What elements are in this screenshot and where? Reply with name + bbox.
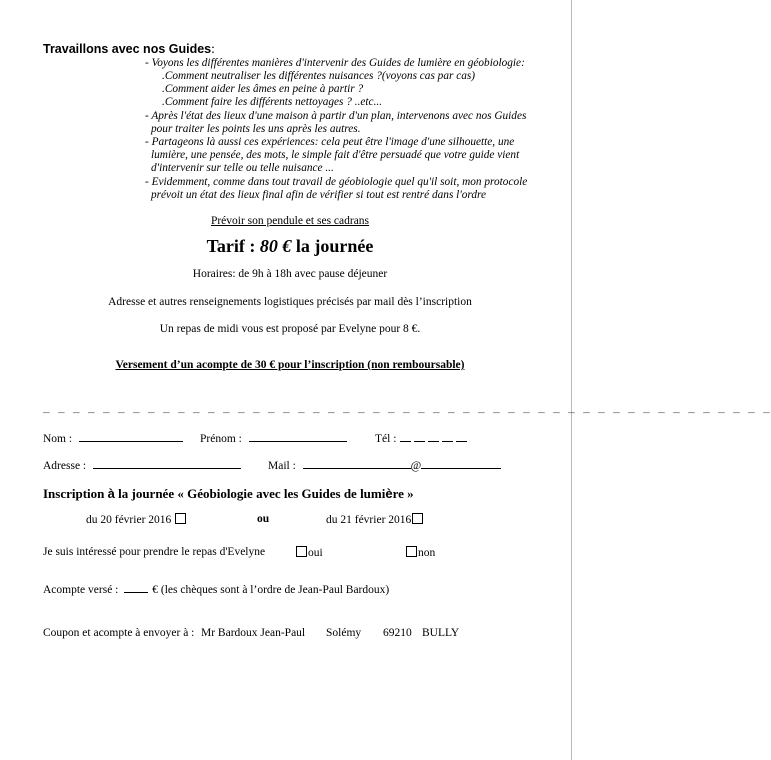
bullet-line: - Partageons là aussi ces expériences: cela peut être l'image d'une silhouette, une — [145, 136, 515, 148]
insc-part: re » — [392, 486, 414, 501]
prenom-label: Prénom : — [200, 433, 242, 445]
tel-field[interactable] — [442, 431, 453, 442]
repas-non — [406, 546, 435, 559]
price-prefix: Tarif : — [206, 236, 260, 256]
acompte-row — [43, 582, 389, 596]
coupon-label: Coupon et acompte à envoyer à : — [43, 627, 195, 639]
bullet-line: pour traiter les points les uns après les autres. — [151, 123, 361, 135]
adresse-field[interactable] — [93, 458, 241, 469]
insc-part: à — [107, 486, 115, 501]
coupon-zip: 69210 — [383, 627, 412, 639]
bullet-line: - Après l'état des lieux d'une maison à partir d'un plan, intervenons avec nos Guides — [145, 110, 527, 122]
nom-row — [43, 431, 183, 445]
oui-checkbox[interactable] — [296, 546, 307, 557]
date2-checkbox[interactable] — [412, 513, 423, 524]
oui-label: oui — [308, 547, 323, 559]
tel-label: Tél : — [375, 433, 397, 445]
adresse-label: Adresse : — [43, 460, 87, 472]
price-value: 80 € — [259, 236, 292, 256]
tel-field[interactable] — [428, 431, 439, 442]
repas-oui — [296, 546, 323, 559]
or-label: ou — [257, 513, 270, 525]
section-title-text: Travaillons avec nos Guides — [43, 42, 212, 56]
mail-at: @ — [410, 460, 422, 472]
bullet-line: prévoit un état des lieux final afin de vérifier si tout est rentré dans l'ordre — [151, 189, 486, 201]
mail-label: Mail : — [268, 460, 296, 472]
bullet-line: - Voyons les différentes manières d'intervenir des Guides de lumière en géobiologie: — [145, 57, 525, 69]
coupon-city: BULLY — [422, 627, 460, 639]
insc-part: è — [385, 486, 393, 501]
mail-domain-field[interactable] — [421, 458, 501, 469]
date1-checkbox[interactable] — [175, 513, 186, 524]
prenom-row — [200, 431, 347, 445]
insc-part: Inscription — [43, 486, 108, 501]
tel-field[interactable] — [456, 431, 467, 442]
section-title-colon: : — [211, 41, 215, 56]
section-title — [43, 41, 215, 57]
acompte-field[interactable] — [124, 582, 148, 593]
bullet-line: lumière, une pensée, des mots, le simple fait d'être persuadé que votre guide vient — [151, 149, 520, 161]
non-checkbox[interactable] — [406, 546, 417, 557]
mail-row — [268, 458, 501, 472]
deposit-notice: Versement d’un acompte de 30 € pour l’inscription (non remboursable) — [115, 359, 465, 371]
price-heading — [0, 236, 580, 257]
bullet-line: .Comment faire les différents nettoyages ? ..etc... — [162, 96, 383, 108]
nom-label: Nom : — [43, 433, 73, 445]
mail-user-field[interactable] — [303, 458, 411, 469]
insc-part: la journée « Géobiologie avec les Guides de lumi — [114, 486, 386, 501]
nom-field[interactable] — [79, 431, 183, 442]
tel-row — [375, 431, 470, 445]
acompte-label: Acompte versé : — [43, 584, 119, 596]
coupon-place: Solémy — [326, 627, 362, 639]
tel-field[interactable] — [400, 431, 411, 442]
pendule-note: Prévoir son pendule et ses cadrans — [210, 215, 370, 227]
meal-info-text: Un repas de midi vous est proposé par Evelyne pour 8 €. — [159, 323, 421, 335]
date-option-1 — [86, 513, 186, 526]
bullet-line: - Evidemment, comme dans tout travail de géobiologie quel qu'il soit, mon protocole — [145, 176, 528, 188]
price-suffix: la journée — [291, 236, 374, 256]
date2-label: du 21 février 2016 — [326, 514, 412, 526]
coupon-name: Mr Bardoux Jean-Paul — [201, 627, 306, 639]
schedule-text: Horaires: de 9h à 18h avec pause déjeuner — [192, 268, 388, 280]
address-info-text: Adresse et autres renseignements logistiques précisés par mail dès l’inscription — [108, 296, 472, 308]
date-option-2 — [326, 513, 423, 526]
bullet-line: .Comment aider les âmes en peine à partir ? — [162, 83, 364, 95]
acompte-rest: € (les chèques sont à l’ordre de Jean-Paul Bardoux) — [152, 584, 390, 596]
bullet-line: d'intervenir sur telle ou telle nuisance ... — [151, 162, 334, 174]
date1-label: du 20 février 2016 — [86, 514, 172, 526]
adresse-row — [43, 458, 241, 472]
cut-line: _ _ _ _ _ _ _ _ _ _ _ _ _ _ _ _ _ _ _ _ _ _ _ _ _ _ _ _ _ _ _ _ _ _ _ _ _ _ _ _ _ _ _ _ _ _ _ _ _ — [43, 404, 771, 416]
non-label: non — [418, 547, 436, 559]
prenom-field[interactable] — [249, 431, 347, 442]
tel-field[interactable] — [414, 431, 425, 442]
bullet-line: .Comment neutraliser les différentes nuisances ?(voyons cas par cas) — [162, 70, 476, 82]
repas-question: Je suis intéressé pour prendre le repas d'Evelyne — [43, 546, 266, 558]
page-edge — [571, 0, 572, 760]
inscription-heading — [43, 486, 414, 502]
